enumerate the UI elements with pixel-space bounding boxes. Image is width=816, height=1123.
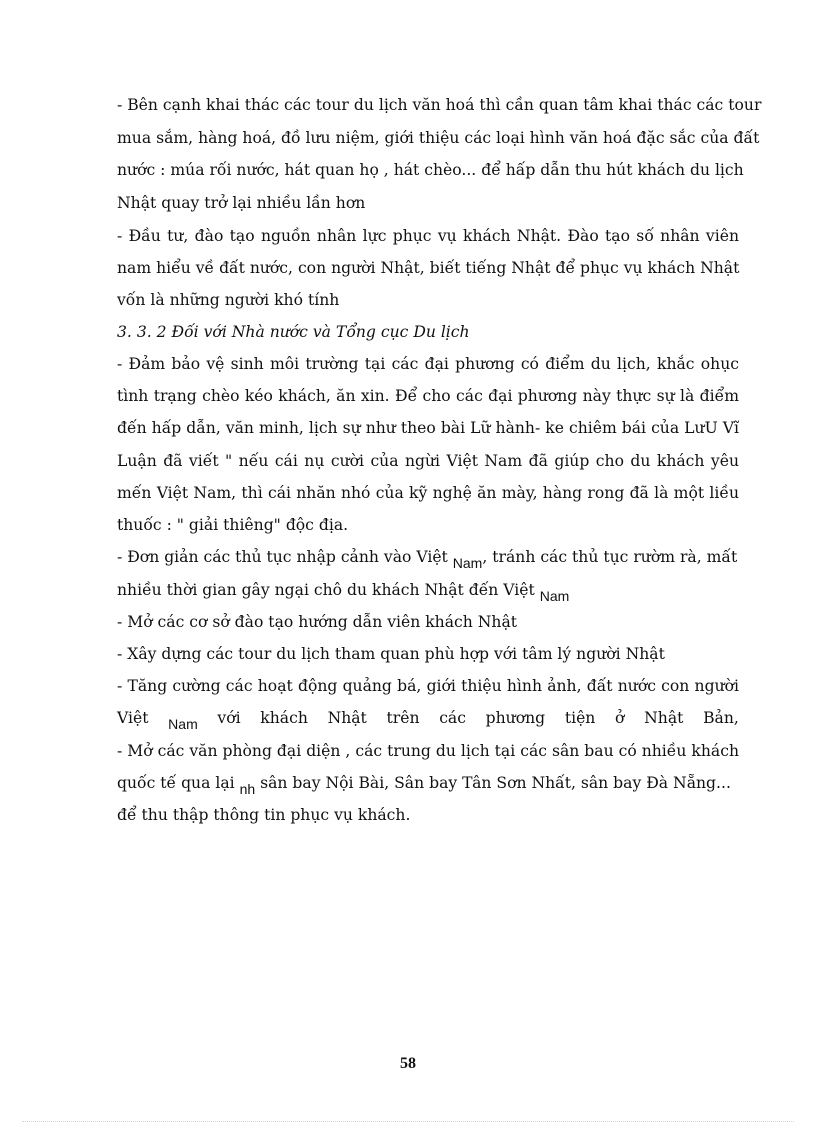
text-line: tình trạng chèo kéo khách, ăn xin. Để cho các đại phương này thực sự là điểm [117, 387, 739, 405]
text-line: Nhật quay trở lại nhiều lần hơn [117, 194, 366, 212]
text-line: nước : múa rối nước, hát quan họ , hát chèo... để hấp dẫn thu hút khách du lịch [117, 161, 744, 179]
text-line: mến Việt Nam, thì cái nhăn nhó của kỹ nghệ ăn mày, hàng rong đã là một liều [117, 484, 739, 502]
text-line [117, 547, 739, 571]
text-line [117, 773, 739, 797]
page-number: 58 [400, 1055, 416, 1072]
text-line: - Đảm bảo vệ sinh môi trường tại các đại phương có điểm du lịch, khắc ohục [117, 355, 739, 373]
text-line [117, 708, 739, 732]
text-line: - Xây dựng các tour du lịch tham quan phù hợp với tâm lý người Nhật [117, 645, 665, 663]
text-line: Luận đã viết " nếu cái nụ cười của ngừi Việt Nam đã giúp cho du khách yêu [117, 452, 739, 470]
text-fragment: trên [386, 709, 420, 727]
section-heading: 3. 3. 2 Đối với Nhà nước và Tổng cục Du lịch [117, 323, 470, 341]
text-line: nam hiểu về đất nước, con người Nhật, biết tiếng Nhật để phục vụ khách Nhật [117, 259, 740, 277]
text-line: - Mở các văn phòng đại diện , các trung du lịch tại các sân bau có nhiều khách [117, 742, 739, 760]
text-fragment: Nam [539, 588, 570, 604]
text-fragment: phương [485, 709, 546, 727]
text-fragment: tiện [564, 709, 596, 727]
text-fragment: - Đơn giản các thủ tục nhập cảnh vào Việt [117, 548, 453, 566]
text-fragment: khách [260, 709, 308, 727]
text-line: - Bên cạnh khai thác các tour du lịch văn hoá thì cần quan tâm khai thác các tour [117, 96, 762, 114]
text-line: - Mở các cơ sở đào tạo hướng dẫn viên khách Nhật [117, 613, 518, 631]
text-fragment: , tránh các thủ tục rườm rà, mất [482, 548, 738, 566]
text-fragment: Nam [452, 555, 483, 571]
text-fragment: ở [615, 709, 625, 727]
text-fragment: nh [239, 781, 256, 797]
text-fragment: Bản, [703, 709, 739, 727]
text-line: thuốc : " giải thiêng" độc địa. [117, 516, 349, 534]
text-line: - Tăng cường các hoạt động quảng bá, giới thiệu hình ảnh, đất nước con người [117, 677, 739, 695]
text-line: để thu thập thông tin phục vụ khách. [117, 806, 411, 824]
text-line: - Đầu tư, đào tạo nguồn nhân lực phục vụ khách Nhật. Đào tạo số nhân viên [117, 227, 739, 245]
text-line: vốn là những người khó tính [117, 291, 340, 309]
text-fragment: Nhật [644, 709, 684, 727]
text-fragment: nhiều thời gian gây ngại chô du khách Nhật đến Việt [117, 581, 540, 599]
text-fragment: với [217, 709, 241, 727]
text-fragment: Việt [117, 709, 149, 727]
text-line: đến hấp dẫn, văn minh, lịch sự như theo bài Lữ hành- ke chiêm bái của LưU Vĩ [117, 419, 739, 437]
text-line [117, 580, 739, 604]
text-fragment: sân bay Nội Bài, Sân bay Tân Sơn Nhất, sân bay Đà Nẵng... [255, 774, 731, 792]
page-bottom-border [22, 1121, 794, 1122]
text-line: mua sắm, hàng hoá, đồ lưu niệm, giới thiệu các loại hình văn hoá đặc sắc của đất [117, 129, 760, 147]
text-fragment: các [439, 709, 466, 727]
text-fragment: quốc tế qua lại [117, 774, 240, 792]
text-fragment: Nhật [327, 709, 367, 727]
text-fragment: Nam [168, 716, 198, 732]
